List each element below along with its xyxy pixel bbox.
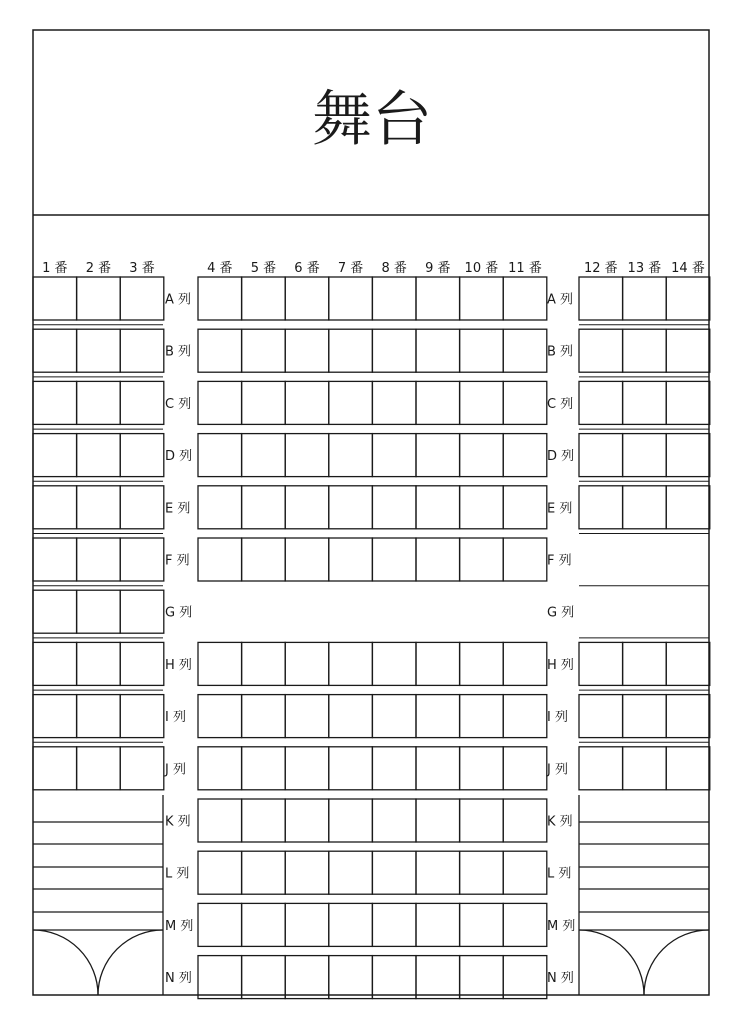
seat-center-11-3 [285, 799, 329, 842]
seat-right-4-1 [579, 434, 623, 477]
seat-center-9-3 [285, 695, 329, 738]
seat-center-10-5 [372, 747, 416, 790]
seat-left-1-3 [120, 277, 164, 320]
seat-right-3-2 [623, 381, 667, 424]
column-label: 4 番 [207, 261, 233, 276]
column-label: 14 番 [671, 261, 705, 276]
seat-right-10-3 [666, 747, 710, 790]
seat-center-2-8 [503, 329, 547, 372]
seat-center-12-2 [242, 851, 286, 894]
seat-center-13-6 [416, 903, 460, 946]
column-label: 10 番 [464, 261, 499, 276]
seat-left-7-1 [33, 590, 77, 633]
column-label: 12 番 [583, 261, 618, 276]
frame-layer [33, 30, 709, 995]
seat-right-10-2 [623, 747, 667, 790]
seat-center-12-4 [329, 851, 373, 894]
seat-right-1-3 [666, 277, 710, 320]
column-label: 7 番 [337, 261, 364, 276]
column-label: 8 番 [381, 261, 407, 276]
seat-center-8-3 [285, 642, 329, 685]
row-label-right: D 列 [547, 449, 575, 465]
seat-center-3-1 [198, 381, 242, 424]
row-label-right: H 列 [547, 657, 574, 673]
row-label-left: D 列 [165, 449, 193, 465]
seat-center-8-7 [460, 642, 504, 685]
seat-center-13-3 [285, 903, 329, 946]
seat-right-5-1 [579, 486, 623, 529]
column-label: 6 番 [294, 261, 320, 276]
row-label-right: E 列 [547, 501, 573, 517]
row-label-left: A 列 [165, 292, 192, 308]
seat-center-10-1 [198, 747, 242, 790]
door-right-arc-a [579, 930, 644, 995]
seat-center-9-1 [198, 695, 242, 738]
seat-left-7-2 [77, 590, 121, 633]
row-label-left: J 列 [165, 762, 186, 778]
seat-center-2-5 [372, 329, 416, 372]
seat-right-4-3 [666, 434, 710, 477]
seat-left-3-2 [77, 381, 121, 424]
seat-right-5-3 [666, 486, 710, 529]
row-label-left: K 列 [165, 814, 191, 830]
seat-center-3-6 [416, 381, 460, 424]
seat-left-2-2 [77, 329, 121, 372]
seat-center-8-6 [416, 642, 460, 685]
seat-center-2-4 [329, 329, 373, 372]
seat-center-11-1 [198, 799, 242, 842]
seat-right-2-3 [666, 329, 710, 372]
seat-center-14-6 [416, 956, 460, 999]
stage-title: 舞台 [312, 85, 432, 155]
seat-center-13-8 [503, 903, 547, 946]
seat-right-10-1 [579, 747, 623, 790]
door-left-arc-a [33, 930, 98, 995]
row-label-left: F 列 [165, 553, 190, 569]
seat-center-2-2 [242, 329, 286, 372]
seat-center-4-1 [198, 434, 242, 477]
seat-center-12-6 [416, 851, 460, 894]
row-label-left: H 列 [165, 657, 192, 673]
seat-center-5-4 [329, 486, 373, 529]
seat-center-6-4 [329, 538, 373, 581]
seat-left-4-3 [120, 434, 164, 477]
seat-center-14-8 [503, 956, 547, 999]
seat-right-3-3 [666, 381, 710, 424]
row-label-right: I 列 [547, 710, 568, 726]
seat-center-14-4 [329, 956, 373, 999]
seat-right-2-1 [579, 329, 623, 372]
seat-center-14-3 [285, 956, 329, 999]
seat-center-9-2 [242, 695, 286, 738]
seat-center-3-2 [242, 381, 286, 424]
seat-center-13-2 [242, 903, 286, 946]
seat-center-14-1 [198, 956, 242, 999]
seat-center-14-5 [372, 956, 416, 999]
seat-center-6-2 [242, 538, 286, 581]
seat-right-5-2 [623, 486, 667, 529]
row-label-right: K 列 [547, 814, 573, 830]
row-label-left: E 列 [165, 501, 191, 517]
seat-center-6-6 [416, 538, 460, 581]
row-label-right: J 列 [547, 762, 568, 778]
seat-left-9-1 [33, 695, 77, 738]
seat-right-9-1 [579, 695, 623, 738]
seat-center-14-7 [460, 956, 504, 999]
seat-center-10-7 [460, 747, 504, 790]
column-label: 13 番 [627, 261, 662, 276]
seat-left-5-3 [120, 486, 164, 529]
seat-center-10-4 [329, 747, 373, 790]
seat-left-10-2 [77, 747, 121, 790]
seat-center-13-1 [198, 903, 242, 946]
seat-center-2-1 [198, 329, 242, 372]
column-label: 11 番 [508, 261, 542, 276]
row-label-right: B 列 [547, 344, 574, 360]
seats [33, 277, 710, 999]
seat-right-3-1 [579, 381, 623, 424]
seat-center-1-7 [460, 277, 504, 320]
seat-center-9-7 [460, 695, 504, 738]
seat-center-10-2 [242, 747, 286, 790]
stairs [33, 795, 709, 995]
row-label-left: I 列 [165, 710, 186, 726]
row-label-right: A 列 [547, 292, 574, 308]
seat-center-4-2 [242, 434, 286, 477]
seat-center-9-6 [416, 695, 460, 738]
seat-center-8-2 [242, 642, 286, 685]
seat-center-3-5 [372, 381, 416, 424]
seat-center-1-4 [329, 277, 373, 320]
row-label-right: N 列 [547, 971, 574, 987]
column-label: 9 番 [425, 261, 451, 276]
seat-center-6-3 [285, 538, 329, 581]
seat-center-1-3 [285, 277, 329, 320]
seat-center-4-7 [460, 434, 504, 477]
door-right-arc-b [644, 930, 709, 995]
seat-left-4-1 [33, 434, 77, 477]
seat-right-2-2 [623, 329, 667, 372]
seat-center-10-6 [416, 747, 460, 790]
seat-left-2-1 [33, 329, 77, 372]
seat-center-13-4 [329, 903, 373, 946]
column-label: 2 番 [85, 261, 112, 276]
seat-center-9-5 [372, 695, 416, 738]
row-label-right: C 列 [547, 396, 574, 412]
seat-left-6-3 [120, 538, 164, 581]
seat-left-8-3 [120, 642, 164, 685]
seat-center-5-7 [460, 486, 504, 529]
seat-right-1-1 [579, 277, 623, 320]
seat-left-9-3 [120, 695, 164, 738]
seat-center-6-5 [372, 538, 416, 581]
row-label-left: M 列 [165, 918, 194, 934]
seat-center-4-4 [329, 434, 373, 477]
seat-center-13-5 [372, 903, 416, 946]
seat-center-12-1 [198, 851, 242, 894]
row-label-right: M 列 [547, 918, 576, 934]
seat-right-9-2 [623, 695, 667, 738]
seat-left-10-3 [120, 747, 164, 790]
column-label: 3 番 [129, 261, 155, 276]
seat-center-12-5 [372, 851, 416, 894]
seat-center-14-2 [242, 956, 286, 999]
seat-left-2-3 [120, 329, 164, 372]
stage [33, 85, 709, 215]
seat-center-8-1 [198, 642, 242, 685]
seat-center-6-7 [460, 538, 504, 581]
seat-center-9-4 [329, 695, 373, 738]
column-label: 1 番 [42, 261, 68, 276]
row-labels [164, 292, 575, 987]
seat-center-11-7 [460, 799, 504, 842]
seat-center-6-1 [198, 538, 242, 581]
seat-center-6-8 [503, 538, 547, 581]
seat-center-12-7 [460, 851, 504, 894]
row-label-left: L 列 [165, 866, 190, 882]
seat-center-5-3 [285, 486, 329, 529]
seat-center-4-8 [503, 434, 547, 477]
seat-center-1-6 [416, 277, 460, 320]
seat-right-4-2 [623, 434, 667, 477]
seat-center-1-2 [242, 277, 286, 320]
seat-center-5-5 [372, 486, 416, 529]
seat-left-6-1 [33, 538, 77, 581]
row-label-left: G 列 [165, 605, 193, 621]
seat-center-2-3 [285, 329, 329, 372]
seat-left-8-2 [77, 642, 121, 685]
seat-center-12-3 [285, 851, 329, 894]
seat-center-8-5 [372, 642, 416, 685]
seat-right-9-3 [666, 695, 710, 738]
door-left-arc-b [98, 930, 163, 995]
seat-center-1-8 [503, 277, 547, 320]
row-label-right: G 列 [547, 605, 575, 621]
venue-frame [33, 30, 709, 995]
seat-center-4-3 [285, 434, 329, 477]
seat-center-4-5 [372, 434, 416, 477]
seat-center-8-8 [503, 642, 547, 685]
seat-left-5-1 [33, 486, 77, 529]
seat-left-6-2 [77, 538, 121, 581]
seat-center-12-8 [503, 851, 547, 894]
seat-center-5-1 [198, 486, 242, 529]
seat-left-1-1 [33, 277, 77, 320]
seat-center-8-4 [329, 642, 373, 685]
seat-right-8-3 [666, 642, 710, 685]
seat-center-11-8 [503, 799, 547, 842]
seat-center-11-5 [372, 799, 416, 842]
seat-center-2-7 [460, 329, 504, 372]
seat-center-3-7 [460, 381, 504, 424]
seat-center-9-8 [503, 695, 547, 738]
row-label-right: F 列 [547, 553, 572, 569]
row-label-right: L 列 [547, 866, 572, 882]
column-label: 5 番 [250, 261, 277, 276]
seat-left-9-2 [77, 695, 121, 738]
seat-left-8-1 [33, 642, 77, 685]
seat-center-3-3 [285, 381, 329, 424]
seat-left-3-3 [120, 381, 164, 424]
seat-center-10-8 [503, 747, 547, 790]
seat-left-7-3 [120, 590, 164, 633]
seat-center-5-2 [242, 486, 286, 529]
seat-center-3-8 [503, 381, 547, 424]
seat-center-11-2 [242, 799, 286, 842]
seat-right-8-1 [579, 642, 623, 685]
seat-center-11-4 [329, 799, 373, 842]
seat-center-1-5 [372, 277, 416, 320]
row-label-left: B 列 [165, 344, 192, 360]
seat-left-1-2 [77, 277, 121, 320]
seat-center-10-3 [285, 747, 329, 790]
seat-center-13-7 [460, 903, 504, 946]
seat-center-1-1 [198, 277, 242, 320]
seat-center-4-6 [416, 434, 460, 477]
seat-center-3-4 [329, 381, 373, 424]
seat-center-2-6 [416, 329, 460, 372]
seat-center-5-6 [416, 486, 460, 529]
row-label-left: N 列 [165, 971, 192, 987]
seat-center-5-8 [503, 486, 547, 529]
seat-right-8-2 [623, 642, 667, 685]
row-label-left: C 列 [165, 396, 192, 412]
seat-left-4-2 [77, 434, 121, 477]
seat-right-1-2 [623, 277, 667, 320]
column-labels [42, 261, 705, 276]
seat-left-10-1 [33, 747, 77, 790]
seat-left-5-2 [77, 486, 121, 529]
seat-left-3-1 [33, 381, 77, 424]
seat-center-11-6 [416, 799, 460, 842]
